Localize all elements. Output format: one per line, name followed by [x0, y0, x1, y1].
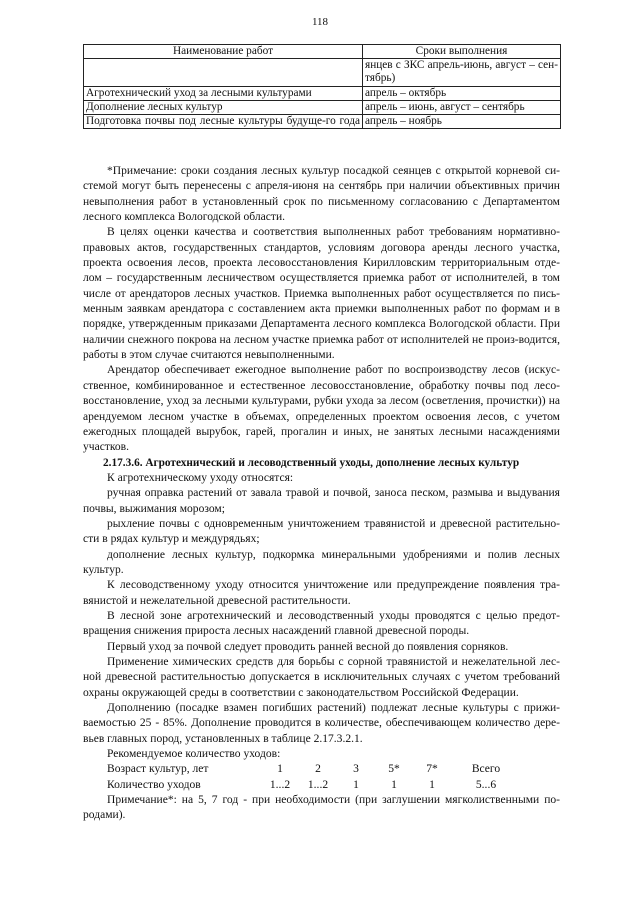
paragraph: Применение химических средств для борьбы с сорной травянистой и нежелательной лес-ной древесной растительностью допускается в исключительных случаях с учетом требований охраны окружающей среды в соответствии с законодательством Российской Федерации.: [83, 656, 560, 699]
paragraph: В целях оценки качества и соответствия выполненных работ требованиям нормативно-правовых актов, государственных стандартов, условиям договора аренды лесного участка, проекта освоения лесов, проекта лесовосстановления Кирилловским территориальным отде-лом – государственным лесничеством осуществляется приемка работ от исполнителей, в том числе от арендаторов лесных участков. Приемка выполненных работ осуществляется по пись-менным заявкам арендатора с составлением акта приемки выполненных работ по формам и в порядке, утвержденным приказами Департамента лесного комплекса Вологодской области. При наличии снежного покрова на лесном участке приемка работ от исполнителей не произ-водится, работы в этом случае считаются невыполненными.: [83, 226, 560, 362]
table-cell-work: Агротехнический уход за лесными культурами: [84, 86, 363, 100]
table-cell-work: Дополнение лесных культур: [84, 100, 363, 114]
paragraph: В лесной зоне агротехнический и лесоводственный уходы проводятся с целью предот-вращения снижения прироста лесных насаждений главной древесной породы.: [83, 609, 560, 638]
table-header-work: Наименование работ: [84, 45, 363, 59]
works-schedule-table: [83, 44, 561, 129]
table-row: [84, 100, 561, 114]
paragraph: Дополнению (посадке взамен погибших растений) подлежат лесные культуры с прижи-ваемостью 25 - 85%. Дополнение проводится в количестве, обеспечивающем количество дере-вьев главных пород, установленных в таблице 2.17.3.2.1.: [83, 702, 560, 745]
table-cell-work: Подготовка почвы под лесные культуры будуще-го года: [84, 115, 363, 129]
paragraph: Рекомендуемое количество уходов:: [107, 748, 281, 761]
care-age-value: 7*: [426, 763, 438, 776]
paragraph: К агротехническому уходу относятся:: [107, 471, 294, 484]
table-row: [84, 59, 561, 86]
paragraph: К лесоводственному уходу относится уничтожение или предупреждение появления тра-вянистой и нежелательной древесной растительности.: [83, 579, 560, 607]
table-header-term: Сроки выполнения: [363, 45, 561, 59]
care-age-value: 3: [353, 763, 359, 776]
care-count-value: 1: [391, 778, 397, 791]
paragraph: ручная оправка растений от завала травой и почвой, заноса песком, размыва и выдувания почвы, выжимания морозом;: [83, 487, 560, 515]
table-row: [84, 86, 561, 100]
table-cell-work: [84, 59, 363, 86]
paragraph-final-note: Примечание*: на 5, 7 год - при необходимости (при заглушении мягколиственными по-родами).: [83, 794, 560, 822]
paragraph: Арендатор обеспечивает ежегодное выполнение работ по воспроизводству лесов (искус-ственное, комбинированное и естественное лесовосстановление, обработку почвы под лесо-восстановление, уход за лесными культурами, рубки ухода за лесом (осветления, прочистки)) на арендуемом лесном участке в объемах, определенных проектом освоения лесов, с учетом ежегодных площадей вырубок, гарей, прогалин и иных, не занятых лесными насаждениями участков.: [83, 364, 560, 454]
table-cell-term: апрель – октябрь: [363, 86, 561, 100]
table-cell-term: янцев с ЗКС апрель-июнь, август – сен-тябрь): [363, 59, 561, 86]
paragraph: Первый уход за почвой следует проводить ранней весной до появления сорняков.: [107, 640, 509, 653]
table-cell-term: апрель – ноябрь: [363, 115, 561, 129]
care-age-total: Всего: [471, 763, 501, 776]
paragraph: дополнение лесных культур, подкормка минеральными удобрениями и полив лесных культур.: [83, 548, 560, 576]
care-age-value: 5*: [388, 763, 400, 776]
care-count-value: 1...2: [307, 778, 329, 791]
care-age-value: 2: [315, 763, 321, 776]
care-count-table: [107, 762, 521, 793]
care-count-row: [107, 778, 521, 793]
table-row: [84, 115, 561, 129]
paragraph: рыхление почвы с одновременным уничтожением травянистой и древесной растительно-сти в рядах культур и междурядьях;: [83, 517, 560, 546]
page-number: 118: [311, 16, 329, 28]
care-age-row: [107, 762, 521, 777]
section-heading: 2.17.3.6. Агротехнический и лесоводственный уходы, дополнение лесных культур: [103, 456, 520, 469]
care-age-label: Возраст культур, лет: [107, 763, 209, 776]
care-count-total: 5...6: [475, 778, 497, 791]
care-age-value: 1: [277, 763, 283, 776]
care-count-value: 1...2: [269, 778, 291, 791]
paragraph-note: *Примечание: сроки создания лесных культур посадкой сеянцев с открытой корневой си-стемой могут быть перенесены с апреля-июня на сентябрь при наличии объективных причин невыполнения работ в установленный срок по письменному согласованию с Департаментом лесного комплекса Вологодской области.: [83, 165, 560, 224]
care-count-label: Количество уходов: [107, 778, 201, 791]
document-body: [83, 164, 560, 824]
care-count-value: 1: [429, 778, 435, 791]
care-count-value: 1: [353, 778, 359, 791]
table-header-row: [84, 45, 561, 59]
table-cell-term: апрель – июнь, август – сентябрь: [363, 100, 561, 114]
